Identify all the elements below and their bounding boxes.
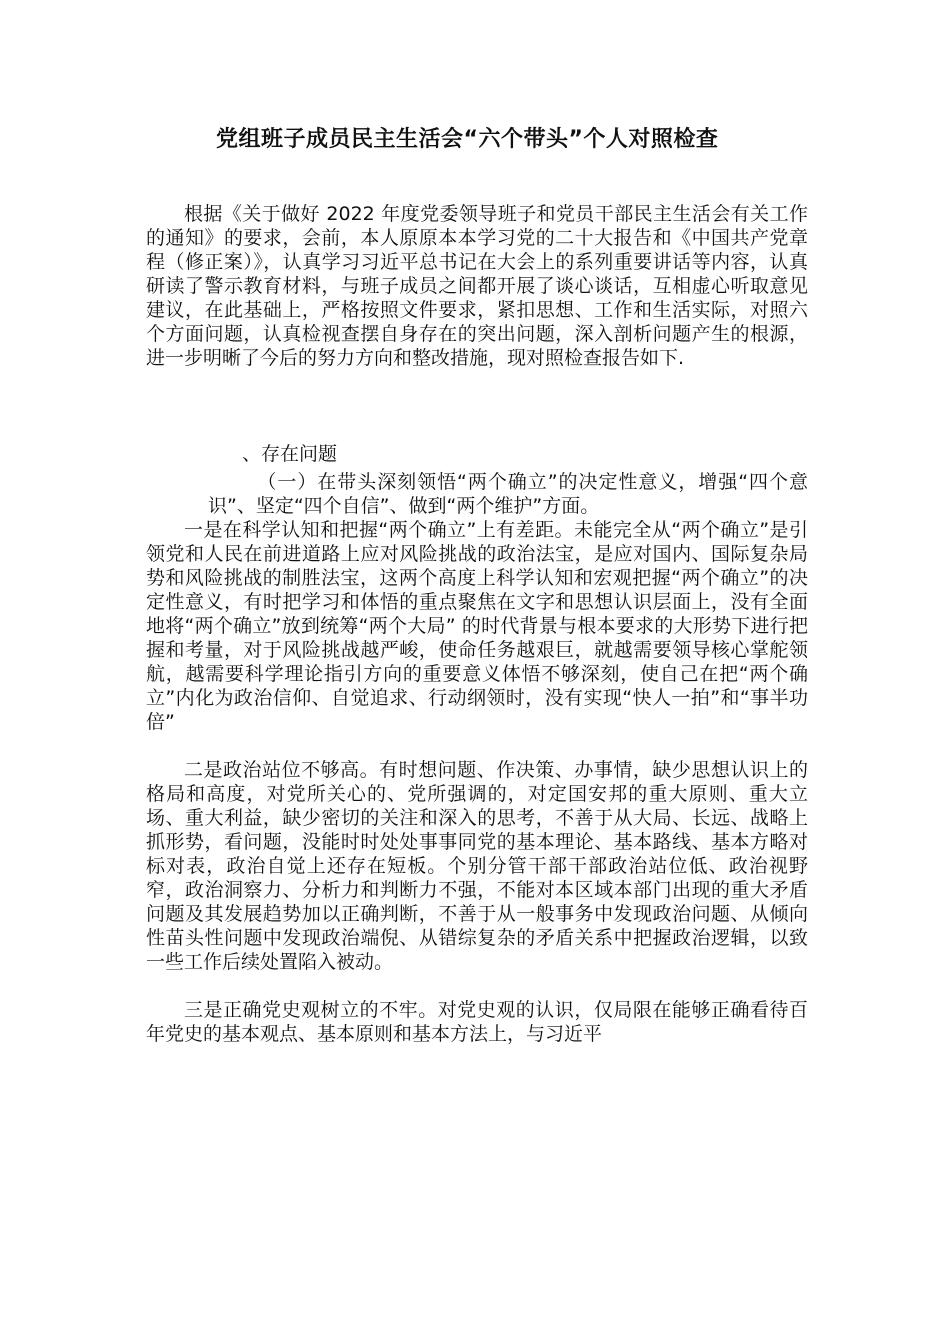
section-heading: 、存在问题 [242,443,338,465]
document-title: 党组班子成员民主生活会“六个带头”个人对照检查 [216,127,719,152]
intro-paragraph: 根据《关于做好 2022 年度党委领导班子和党员干部民主生活会有关工作的通知》的要求，会前，本人原原本本学习党的二十大报告和《中国共产党章程（修正案）》，认真学习习近平总书记在大会上的系列重要讲话等内容，认真研读了警示教育材料，与班子成员之间都开展了谈心谈话，互相虚心听取意见建议，在此基础上，严格按照文件要求，紧扣思想、工作和生活实际，对照六个方面问题，认真检视查摆自身存在的突出问题，深入剖析问题产生的根源，进一步明晰了今后的努力方向和整改措施，现对照检查报告如下. [146,203,808,369]
body-paragraph: 三是正确党史观树立的不牢。对党史观的认识，仅局限在能够正确看待百年党史的基本观点、基本原则和基本方法上，与习近平 [146,999,808,1045]
subsection-heading: （一）在带头深刻领悟“两个确立”的决定性意义，增强“四个意识”、坚定“四个自信”、做到“两个维护”方面。 [208,471,808,517]
body-paragraph: 一是在科学认知和把握“两个确立”上有差距。未能完全从“两个确立”是引领党和人民在前进道路上应对风险挑战的政治法宝，是应对国内、国际复杂局势和风险挑战的制胜法宝，这两个高度上科学认知和宏观把握“两个确立”的决定性意义，有时把学习和体悟的重点聚焦在文字和思想认识层面上，没有全面地将“两个确立”放到统筹“两个大局” 的时代背景与根本要求的大形势下进行把握和考量，对于风险挑战越严峻，使命任务越艰巨，就越需要领导核心掌舵领航，越需要科学理论指引方向的重要意义体悟不够深刻，使自己在把“两个确立”内化为政治信仰、自觉追求、行动纲领时，没有实现“快人一拍”和“事半功倍” [146,519,808,733]
body-paragraph: 二是政治站位不够高。有时想问题、作决策、办事情，缺少思想认识上的格局和高度，对党所关心的、党所强调的，对定国安邦的重大原则、重大立场、重大利益，缺少密切的关注和深入的思考，不善于从大局、长远、战略上抓形势，看问题，没能时时处处事事同党的基本理论、基本路线、基本方略对标对表，政治自觉上还存在短板。个别分管干部干部政治站位低、政治视野窄，政治洞察力、分析力和判断力不强，不能对本区域本部门出现的重大矛盾问题及其发展趋势加以正确判断，不善于从一般事务中发现政治问题、从倾向性苗头性问题中发现政治端倪、从错综复杂的矛盾关系中把握政治逻辑，以致一些工作后续处置陷入被动。 [146,759,808,973]
